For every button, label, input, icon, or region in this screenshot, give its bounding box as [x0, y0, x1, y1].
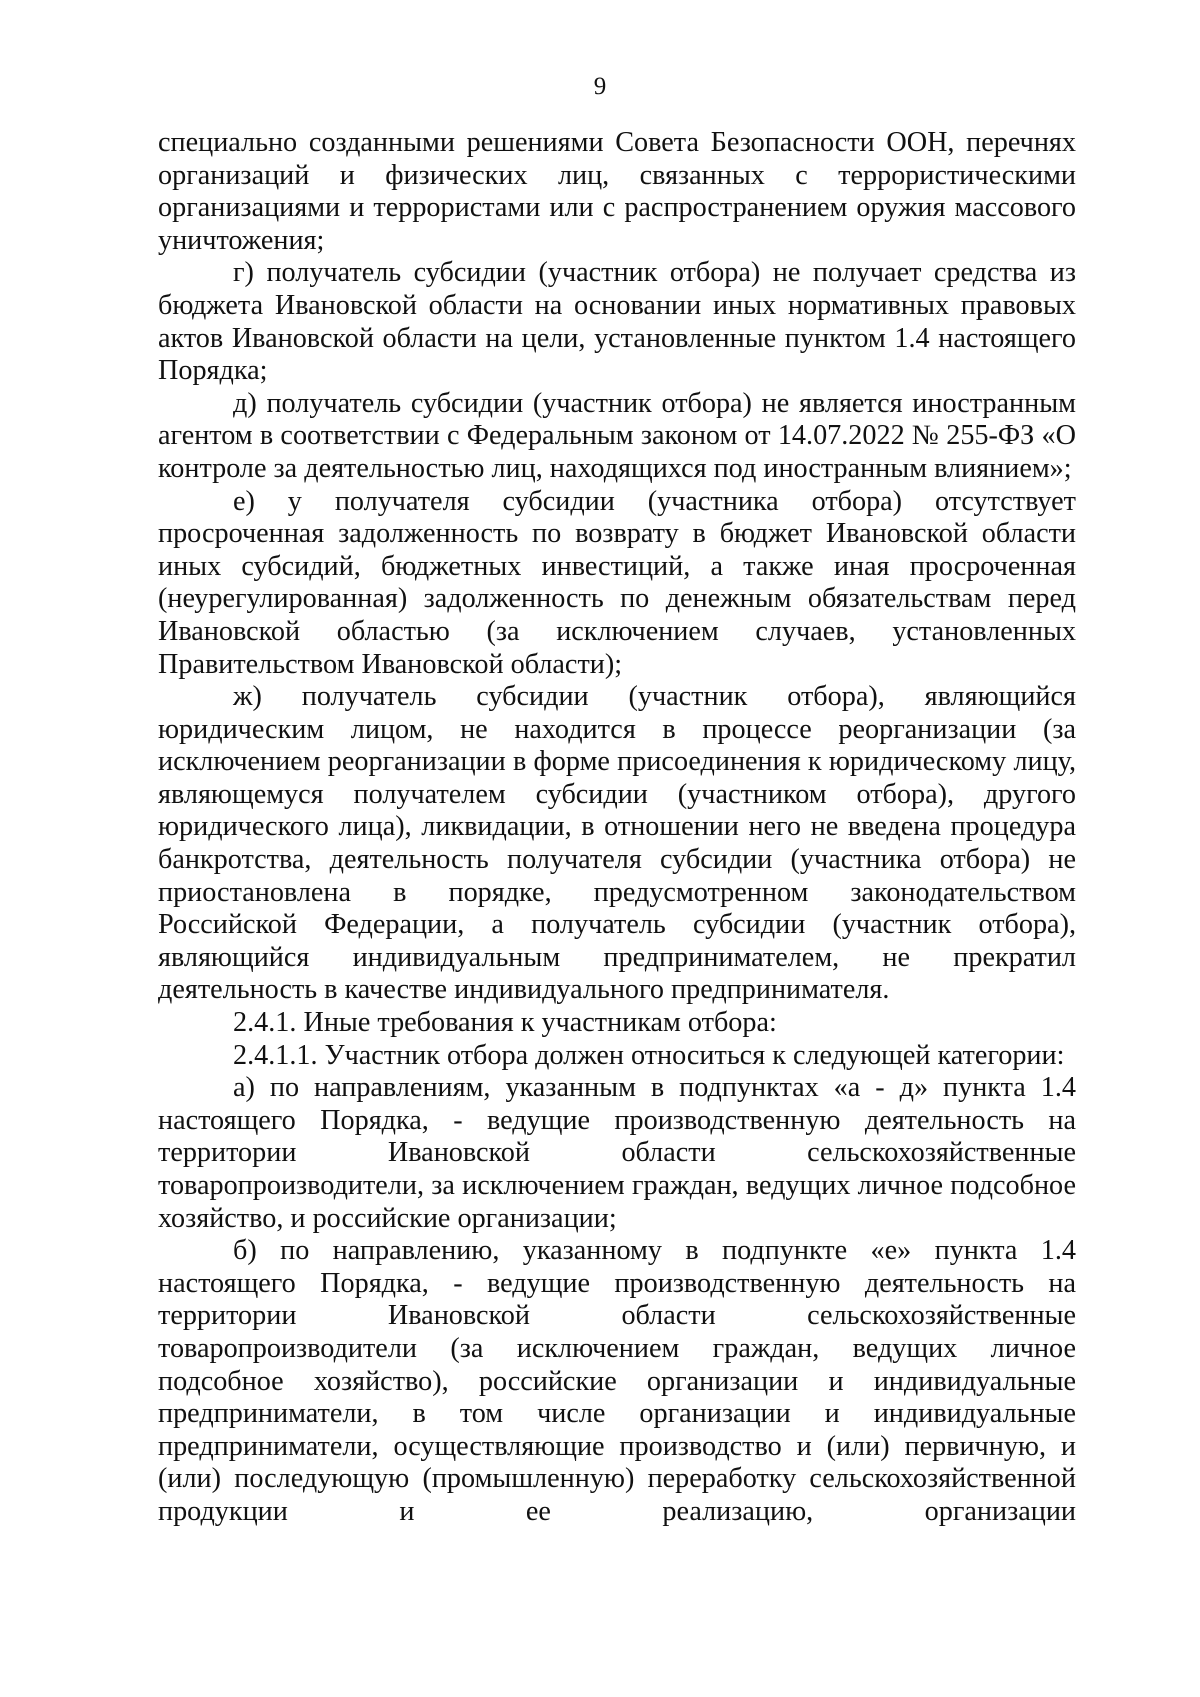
paragraph-section-2-4-1-1: 2.4.1.1. Участник отбора должен относиться к следующей категории: — [233, 1039, 1065, 1071]
page-number: 9 — [593, 73, 607, 100]
paragraph-item-b: б) по направлению, указанному в подпункте «е» пункта 1.4 настоящего Порядка, - ведущие производственную деятельность на территории Ивановской области сельскохозяйственные товаропроизводители (за исключением граждан, ведущих личное подсобное хозяйство), российские организации и индивидуальные предприниматели, в том числе организации и индивидуальные предприниматели, осуществляющие производство и (или) первичную, и (или) последующую (промышленную) переработку сельскохозяйственной продукции и ее реализацию, организации — [158, 1235, 1076, 1527]
paragraph-section-2-4-1: 2.4.1. Иные требования к участникам отбора: — [233, 1007, 777, 1039]
paragraph-item-g: г) получатель субсидии (участник отбора) не получает средства из бюджета Ивановской области на основании иных нормативных правовых актов Ивановской области на цели, установленные пунктом 1.4 настоящего Порядка; — [158, 257, 1076, 387]
paragraph-item-e: е) у получателя субсидии (участника отбора) отсутствует просроченная задолженность по возврату в бюджет Ивановской области иных субсидий, бюджетных инвестиций, а также иная просроченная (неурегулированная) задолженность по денежным обязательствам перед Ивановской областью (за исключением случаев, установленных Правительством Ивановской области); — [158, 485, 1076, 680]
paragraph-item-d: д) получатель субсидии (участник отбора) не является иностранным агентом в соответствии с Федеральным законом от 14.07.2022 № 255-ФЗ «О контроле за деятельностью лиц, находящихся под иностранным влиянием»; — [158, 387, 1076, 484]
paragraph-item-a: а) по направлениям, указанным в подпунктах «а - д» пункта 1.4 настоящего Порядка, - ведущие производственную деятельность на территории Ивановской области сельскохозяйственные товаропроизводители, за исключением граждан, ведущих личное подсобное хозяйство, и российские организации; — [158, 1072, 1076, 1234]
paragraph-continuation: специально созданными решениями Совета Безопасности ООН, перечнях организаций и физических лиц, связанных с террористическими организациями и террористами или с распространением оружия массового уничтожения; — [158, 127, 1076, 256]
document-body — [158, 127, 1076, 1529]
paragraph-item-zh: ж) получатель субсидии (участник отбора), являющийся юридическим лицом, не находится в процессе реорганизации (за исключением реорганизации в форме присоединения к юридическому лицу, являющемуся получателем субсидии (участником отбора), другого юридического лица), ликвидации, в отношении него не введена процедура банкротства, деятельность получателя субсидии (участника отбора) не приостановлена в порядке, предусмотренном законодательством Российской Федерации, а получатель субсидии (участник отбора), являющийся индивидуальным предпринимателем, не прекратил деятельность в качестве индивидуального предпринимателя. — [158, 681, 1076, 1006]
